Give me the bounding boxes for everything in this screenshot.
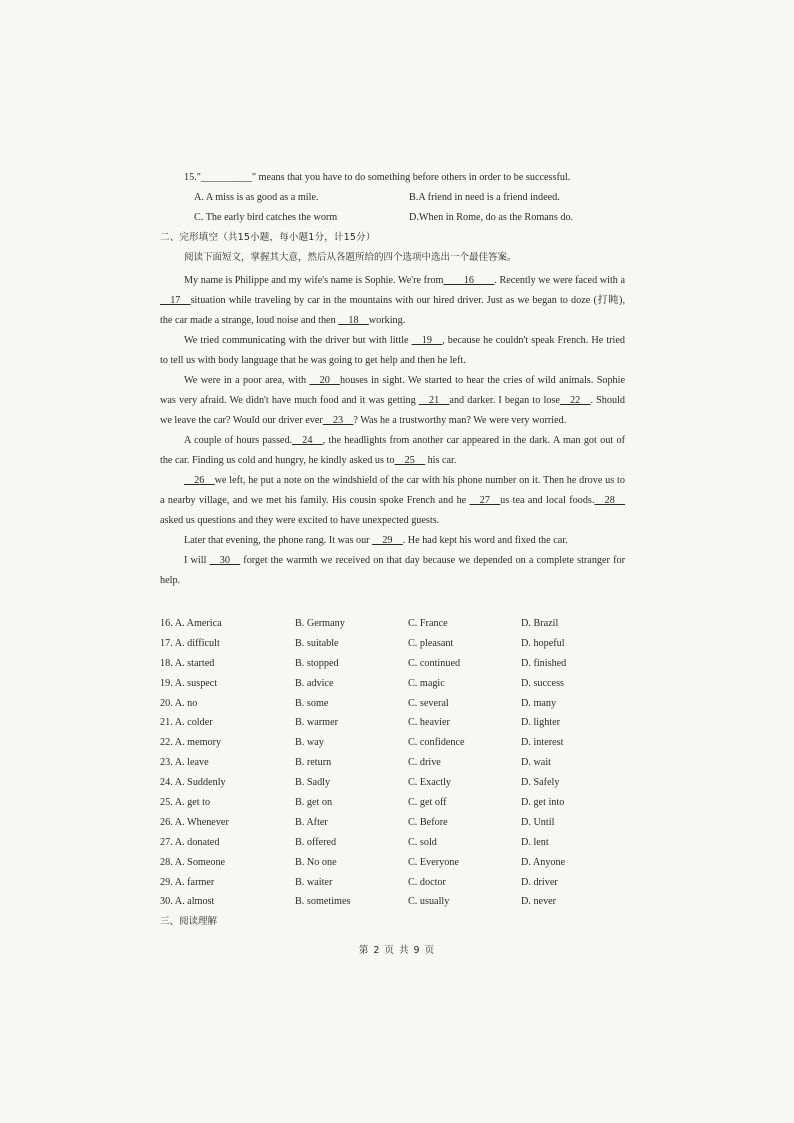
passage-paragraph (160, 551, 625, 591)
answer-blank: __20__ (309, 375, 340, 386)
choice-option: B. Sadly (295, 777, 331, 789)
choice-option: C. confidence (408, 737, 465, 749)
passage-text: . Recently we were faced with a (494, 275, 625, 286)
choice-option: D. Anyone (521, 856, 566, 868)
choice-option: C. Before (408, 816, 448, 828)
choice-option: B. Germany (295, 618, 345, 629)
choice-option: B. waiter (295, 876, 333, 888)
passage-text: I will (184, 555, 210, 566)
passage-text: situation while traveling by car in the mountains with our hired driver. Just as we began to doze (打盹), the car made a strange, loud noise and then (160, 295, 625, 326)
choice-option: B. No one (295, 856, 337, 868)
answer-choices (160, 614, 630, 912)
choice-option: B. offered (295, 836, 337, 848)
choice-option: 23. A. leave (160, 757, 209, 769)
choice-row (160, 773, 630, 793)
answer-blank: __27__ (469, 495, 501, 506)
choice-option: B. sometimes (295, 896, 351, 908)
choice-option: D. interest (521, 737, 564, 749)
choice-row (160, 733, 630, 753)
answer-blank: __30__ (209, 555, 241, 566)
passage-paragraph (160, 331, 625, 371)
answer-blank: __17__ (160, 295, 191, 306)
choice-row (160, 694, 630, 714)
choice-option: C. heavier (408, 717, 450, 729)
choice-option: 27. A. donated (160, 836, 220, 848)
passage-text: Later that evening, the phone rang. It was our (184, 535, 373, 546)
choice-option: 20. A. no (160, 697, 198, 709)
passage-paragraph (160, 531, 625, 551)
passage-text: we left, he put a note on the windshield of the car with his phone number on it. Then he drove us to a nearby village, and we met his family. His cousin spoke French and he (160, 475, 625, 506)
choice-option: D. Safely (521, 777, 560, 789)
answer-blank: __26__ (184, 475, 215, 486)
passage-text: A couple of hours passed. (184, 435, 293, 446)
choice-option: D. many (521, 697, 557, 709)
choice-option: B. advice (295, 677, 334, 689)
choice-row (160, 833, 630, 853)
choice-option: D. wait (521, 757, 551, 769)
choice-row (160, 813, 630, 833)
answer-blank: __24__ (292, 435, 323, 446)
choice-option: 16. A. America (160, 618, 222, 629)
passage-text: My name is Philippe and my wife's name is Sophie. We're from (184, 275, 444, 286)
answer-blank: __22__ (559, 395, 591, 406)
choice-option: D. never (521, 896, 557, 908)
passage-text: working. (368, 315, 406, 326)
answer-blank: __18__ (338, 315, 369, 326)
answer-blank: __29__ (372, 535, 403, 546)
choice-row (160, 713, 630, 733)
choice-row (160, 654, 630, 674)
passage-text: his car. (425, 455, 457, 466)
passage-text: houses in sight. We started to hear the cries of wild animals. Sophie was very afraid. We didn't have much food and it was getting (160, 375, 625, 406)
answer-blank: __21__ (418, 395, 450, 406)
choice-option: C. pleasant (408, 637, 454, 649)
choice-row (160, 853, 630, 873)
section-2-instruction: 阅读下面短文，掌握其大意，然后从各题所给的四个选项中选出一个最佳答案。 (184, 252, 517, 263)
passage-text: . Should we leave the car? Would our driver ever (160, 395, 625, 426)
choice-option: C. usually (408, 896, 450, 908)
choice-row (160, 873, 630, 893)
passage-paragraph (160, 471, 625, 531)
passage-text: and darker. I began to lose (449, 395, 560, 406)
choice-option: C. magic (408, 677, 445, 689)
passage-text: , the headlights from another car appeared in the dark. A man got out of the car. Finding us cold and hungry, he kindly asked us to (160, 435, 626, 466)
choice-option: C. Exactly (408, 777, 452, 789)
choice-row (160, 634, 630, 654)
cloze-passage (160, 271, 625, 591)
choice-option: D. lighter (521, 717, 561, 729)
choice-option: C. drive (408, 757, 441, 769)
choice-option: C. Everyone (408, 856, 459, 868)
choice-option: B. warmer (295, 717, 338, 729)
choice-option: 26. A. Whenever (160, 816, 229, 828)
choice-row (160, 674, 630, 694)
choice-option: 17. A. difficult (160, 637, 220, 649)
passage-text: ? Was he a trustworthy man? We were very worried. (353, 415, 567, 426)
passage-text: asked us questions and they were excited to have unexpected guests. (160, 515, 440, 526)
passage-text: forget the warmth we received on that day because we depended on a complete stranger for help. (160, 555, 625, 586)
choice-option: B. some (295, 697, 329, 709)
question-15-option-a: A. A miss is as good as a mile. (194, 192, 319, 203)
passage-text: us tea and local foods. (500, 495, 595, 506)
choice-option: 25. A. get to (160, 797, 211, 809)
page-footer: 第 2 页 共 9 页 (358, 945, 436, 956)
choice-option: C. continued (408, 657, 461, 669)
choice-option: 18. A. started (160, 657, 215, 669)
choice-option: D. Brazil (521, 618, 559, 629)
choice-option: D. hopeful (521, 637, 565, 649)
choice-option: B. way (295, 737, 324, 749)
choice-option: C. doctor (408, 876, 446, 888)
answer-blank: __19__ (411, 335, 443, 346)
question-15-option-c: C. The early bird catches the worm (194, 212, 338, 223)
answer-blank: __28__ (594, 495, 625, 506)
choice-option: 29. A. farmer (160, 876, 215, 888)
choice-option: 24. A. Suddenly (160, 777, 226, 789)
choice-option: B. get on (295, 797, 333, 809)
choice-option: C. France (408, 618, 448, 629)
choice-option: B. stopped (295, 657, 339, 669)
passage-text: . He had kept his word and fixed the car. (402, 535, 568, 546)
choice-row (160, 793, 630, 813)
choice-row (160, 614, 630, 634)
answer-blank: __23__ (322, 415, 354, 426)
passage-paragraph (160, 431, 625, 471)
choice-option: B. return (295, 757, 332, 769)
choice-option: 21. A. colder (160, 717, 213, 729)
choice-option: D. success (521, 677, 565, 689)
choice-row (160, 753, 630, 773)
choice-option: D. driver (521, 876, 558, 888)
choice-option: B. After (295, 816, 328, 828)
choice-option: 19. A. suspect (160, 677, 218, 689)
choice-option: 22. A. memory (160, 737, 222, 749)
choice-option: C. sold (408, 836, 437, 848)
passage-paragraph (160, 371, 625, 431)
choice-option: D. lent (521, 836, 549, 848)
choice-row (160, 892, 630, 912)
choice-option: D. get into (521, 797, 565, 809)
choice-option: D. finished (521, 657, 567, 669)
passage-text: We were in a poor area, with (184, 375, 310, 386)
section-2-heading: 二、完形填空（共15小题，每小题1分，计15分） (160, 232, 376, 243)
choice-option: B. suitable (295, 637, 339, 649)
passage-paragraph (160, 271, 625, 331)
passage-text: We tried communicating with the driver but with little (184, 335, 412, 346)
passage-text: , because he couldn't speak French. He tried to tell us with body language that he was going to get help and then he left. (160, 335, 625, 366)
answer-blank: __25__ (394, 455, 426, 466)
choice-option: 28. A. Someone (160, 856, 226, 868)
choice-option: 30. A. almost (160, 896, 215, 908)
section-3-heading: 三、阅读理解 (160, 916, 218, 927)
choice-option: C. several (408, 697, 449, 709)
question-15-option-d: D.When in Rome, do as the Romans do. (409, 212, 574, 223)
question-15-stem: 15."__________" means that you have to do something before others in order to be successful. (184, 172, 571, 183)
question-15-option-b: B.A friend in need is a friend indeed. (409, 192, 560, 203)
answer-blank: ____16____ (443, 275, 495, 286)
choice-option: D. Until (521, 816, 555, 828)
choice-option: C. get off (408, 797, 447, 809)
